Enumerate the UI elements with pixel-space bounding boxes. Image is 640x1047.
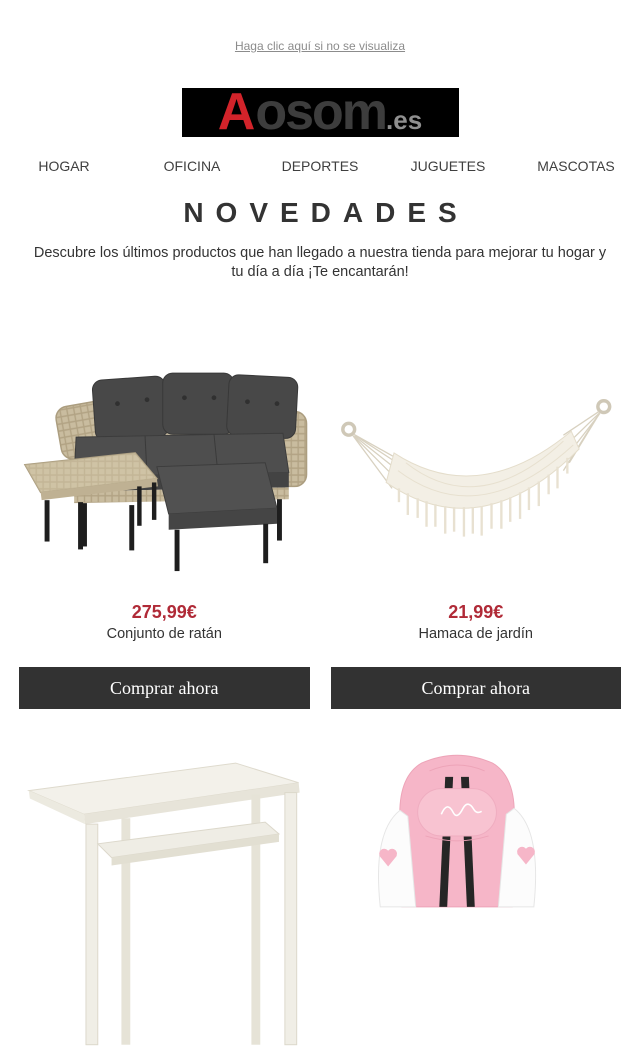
page-subtitle: Descubre los últimos productos que han llegado a nuestra tienda para mejorar tu hogar y tu día a día ¡Te encantarán! [33, 245, 607, 280]
page-title: NOVEDADES [183, 197, 469, 228]
nav-item-mascotas[interactable]: MASCOTAS [537, 158, 615, 174]
product-image-rattan-sofa[interactable] [19, 297, 310, 597]
nav-item-juguetes[interactable]: JUGUETES [410, 158, 486, 174]
logo-osom: osom [255, 88, 387, 137]
buy-now-button-rattan-sofa[interactable]: Comprar ahora [19, 667, 310, 709]
product-price: 275,99€ [131, 602, 197, 622]
nav-item-deportes[interactable]: DEPORTES [281, 158, 359, 174]
pink-gaming-chair-illustration [331, 747, 622, 1047]
logo[interactable] [182, 88, 459, 137]
products-row-2 [0, 747, 640, 1047]
product-card-pink-chair [331, 747, 622, 1047]
view-in-browser-link[interactable]: Haga clic aquí si no se visualiza [234, 39, 406, 53]
buy-now-button-hammock[interactable]: Comprar ahora [331, 667, 622, 709]
product-image-white-table[interactable] [19, 747, 310, 1047]
product-name: Conjunto de ratán [106, 626, 222, 642]
product-price: 21,99€ [448, 602, 504, 622]
rattan-sofa-illustration [19, 307, 310, 587]
nav-item-hogar[interactable]: HOGAR [38, 158, 90, 174]
product-card-hammock [331, 297, 622, 709]
product-image-pink-chair[interactable] [331, 747, 622, 1047]
hammock-illustration [331, 307, 622, 587]
logo-es: .es [386, 105, 423, 135]
products-row-1 [0, 297, 640, 709]
logo-letter-a: A [217, 88, 256, 137]
product-name: Hamaca de jardín [418, 626, 533, 642]
product-card-white-table [19, 747, 310, 1047]
product-card-rattan-sofa [19, 297, 310, 709]
nav-item-oficina[interactable]: OFICINA [163, 158, 221, 174]
preheader [0, 0, 640, 55]
product-image-hammock[interactable] [331, 297, 622, 597]
category-nav [0, 158, 640, 174]
white-table-illustration [19, 747, 310, 1047]
